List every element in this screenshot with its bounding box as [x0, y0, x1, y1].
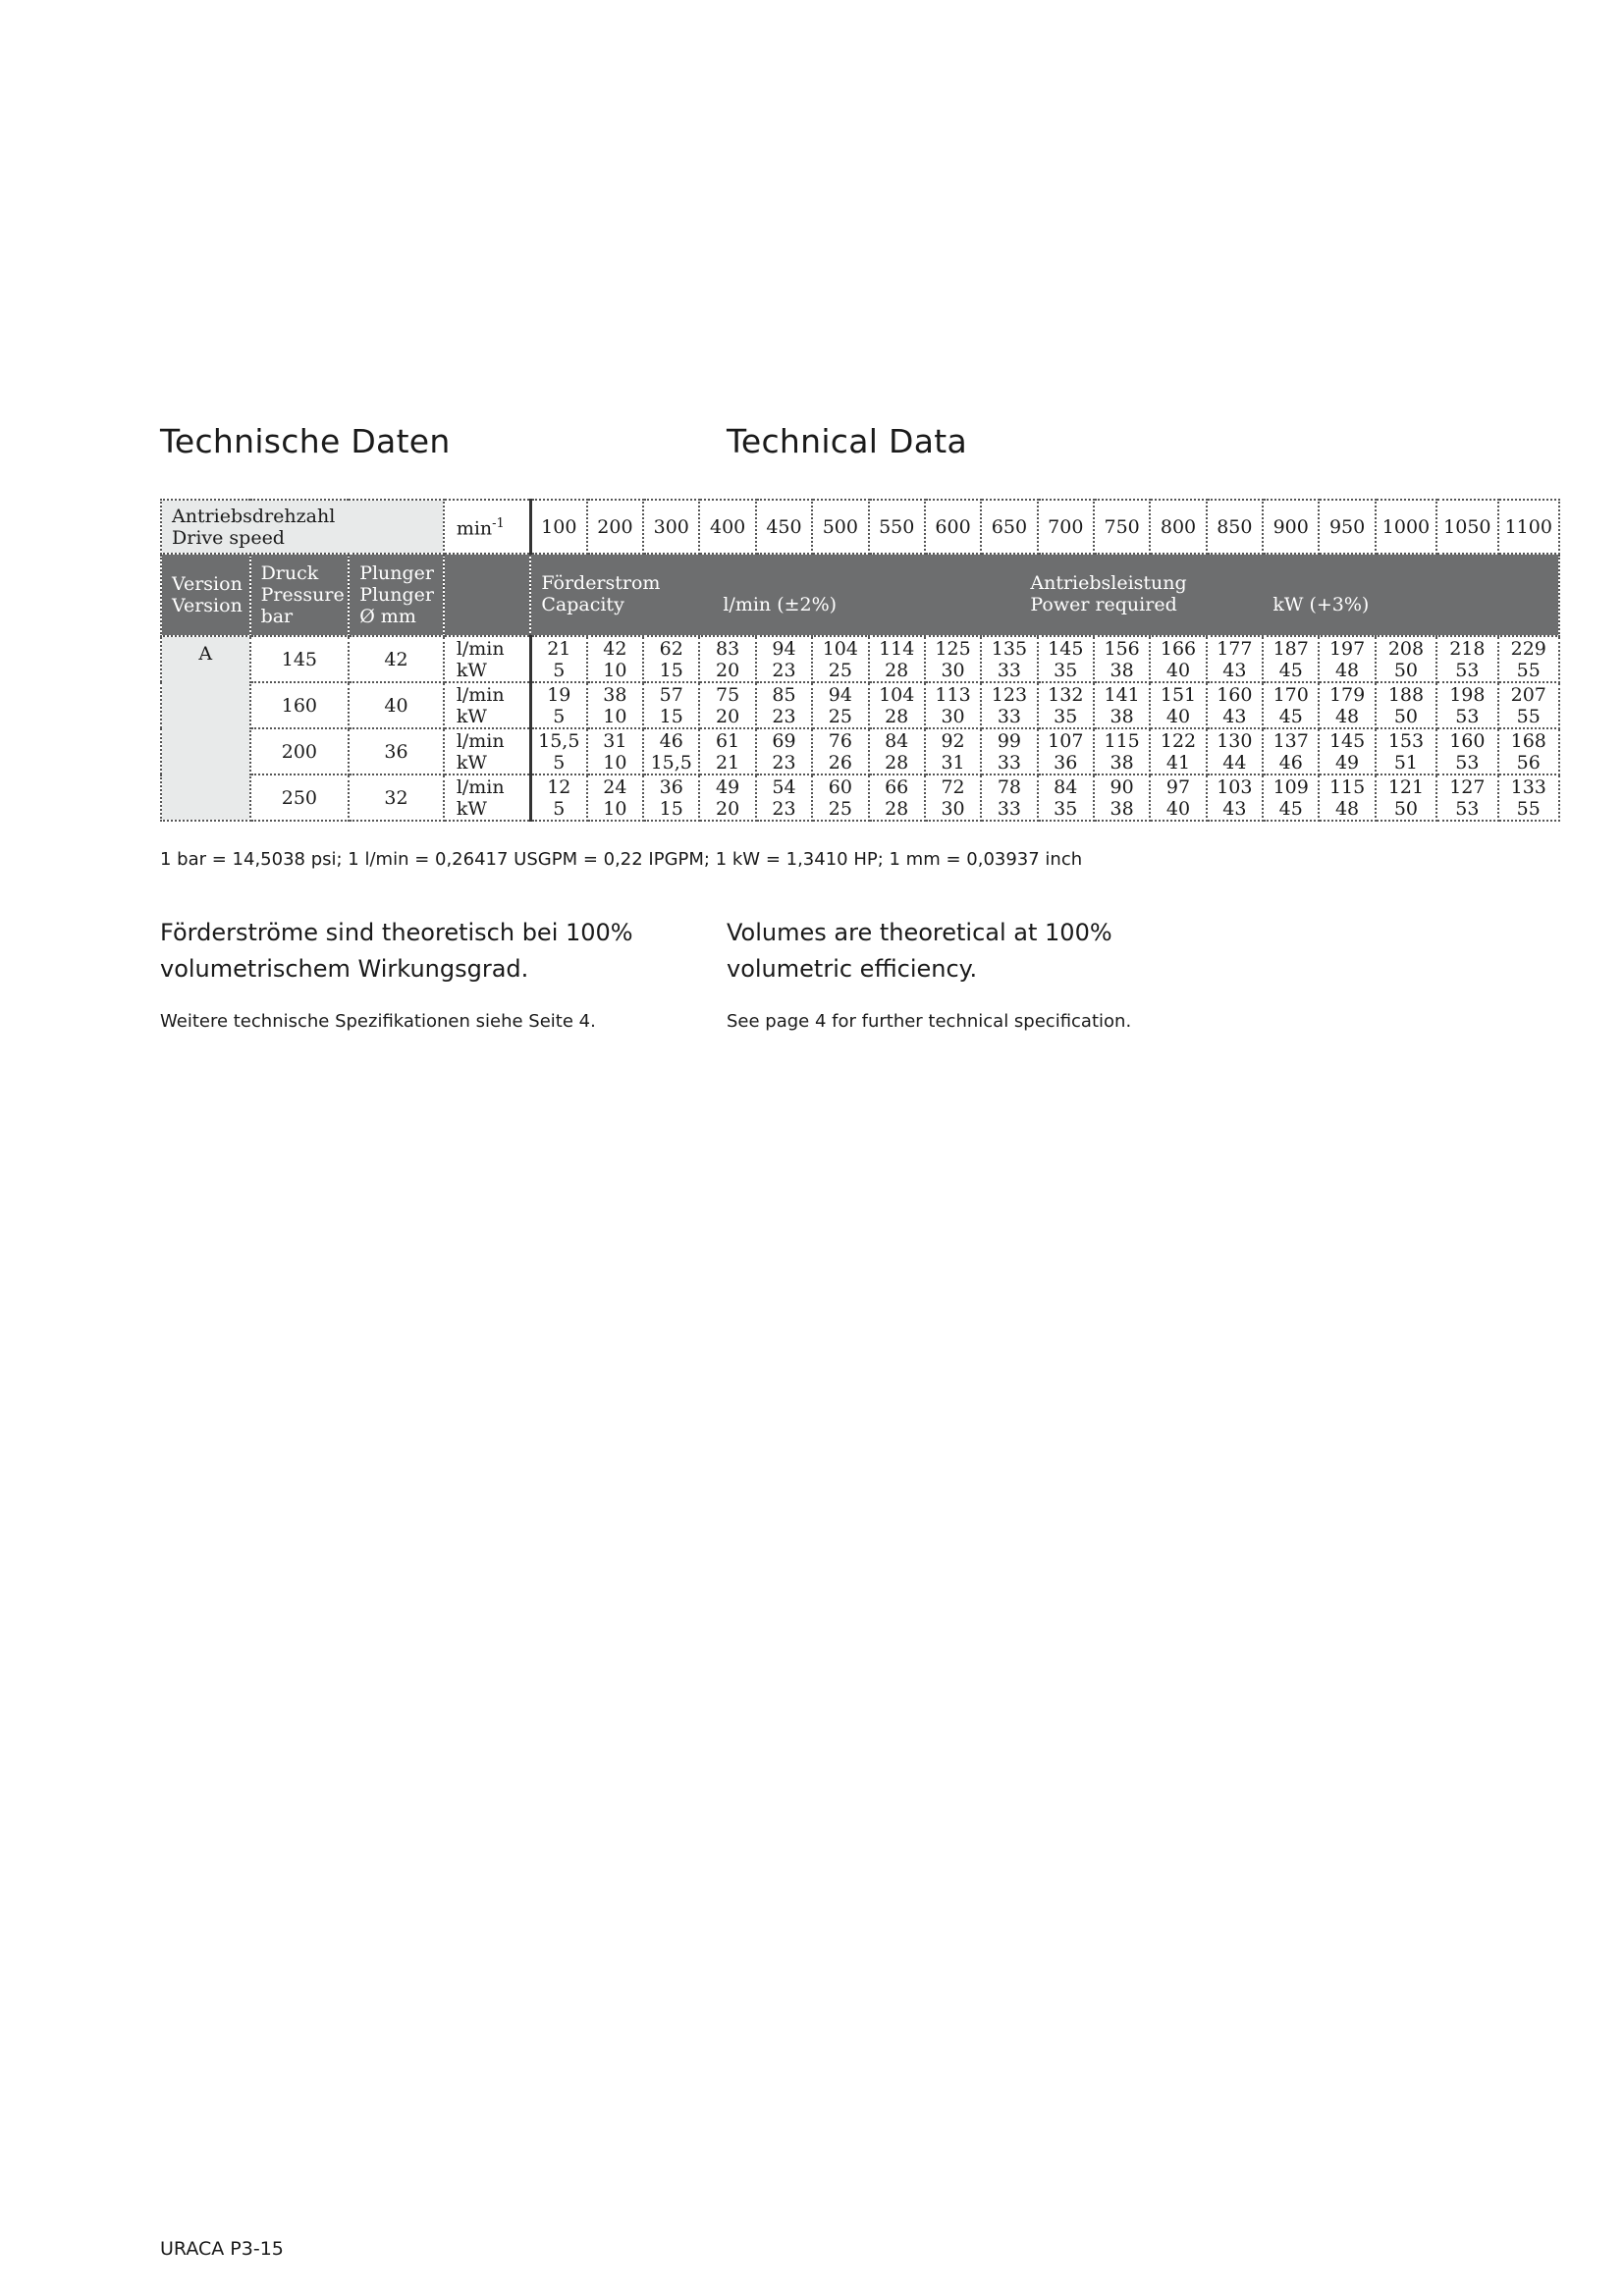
power-value: 38 — [1110, 659, 1134, 681]
flow-value: 145 — [1048, 637, 1084, 660]
flow-value: 160 — [1449, 729, 1486, 752]
document-footer: URACA P3-15 — [160, 2238, 284, 2260]
value-cell — [1150, 774, 1206, 821]
value-cell — [812, 682, 868, 728]
flow-value: 84 — [1054, 775, 1078, 798]
flow-value: 24 — [603, 775, 627, 798]
value-cell — [1319, 728, 1375, 774]
power-value: 38 — [1110, 797, 1134, 820]
value-cell — [1498, 636, 1559, 682]
flow-value: 170 — [1272, 683, 1309, 706]
power-value: 5 — [553, 797, 566, 820]
power-value: 40 — [1165, 797, 1191, 820]
value-cell — [869, 636, 925, 682]
speed-value: 450 — [756, 500, 812, 554]
flow-value: 97 — [1165, 775, 1191, 798]
page-title-en: Technical Data — [727, 422, 968, 460]
power-value: 21 — [716, 751, 740, 774]
power-value: 43 — [1222, 797, 1247, 820]
drive-speed-label-de: Antriebsdrehzahl — [172, 505, 336, 527]
value-cell — [1038, 728, 1094, 774]
flow-value: 49 — [716, 775, 740, 798]
power-value: 28 — [885, 705, 909, 727]
flow-value: 123 — [991, 683, 1028, 706]
col-plunger-unit: Ø mm — [359, 606, 416, 627]
col-pressure-de: Druck — [260, 562, 319, 584]
theoretical-volume-note-de: Förderströme sind theoretisch bei 100% volumetrischem Wirkungsgrad. — [160, 919, 633, 983]
col-pressure-unit: bar — [260, 606, 294, 627]
value-cell — [643, 728, 699, 774]
power-value: 23 — [772, 705, 796, 727]
value-cell — [925, 774, 981, 821]
plunger-cell: 32 — [349, 774, 444, 821]
speed-value: 1100 — [1498, 500, 1559, 554]
power-value: 36 — [1054, 751, 1078, 774]
flow-value: 42 — [603, 637, 627, 660]
power-value: 25 — [828, 797, 852, 820]
col-pressure-header — [250, 554, 350, 636]
value-cell — [1498, 774, 1559, 821]
power-value: 41 — [1165, 751, 1191, 774]
power-value: 35 — [1054, 659, 1078, 681]
value-cell — [925, 728, 981, 774]
capacity-power-header — [530, 554, 1559, 636]
value-cell — [1436, 682, 1497, 728]
power-value: 28 — [885, 751, 909, 774]
capacity-label-en: Capacity — [541, 594, 624, 615]
speed-value: 300 — [643, 500, 699, 554]
drive-speed-label — [161, 500, 444, 554]
value-cell — [869, 728, 925, 774]
value-cell — [1094, 682, 1150, 728]
power-value: 50 — [1393, 797, 1419, 820]
technical-data-table — [160, 499, 1560, 822]
unit-flow: l/min — [456, 637, 505, 660]
power-value: 53 — [1455, 705, 1480, 727]
flow-value: 104 — [879, 683, 915, 706]
flow-value: 57 — [659, 683, 683, 706]
power-value: 33 — [997, 659, 1021, 681]
flow-value: 188 — [1387, 683, 1425, 706]
power-label-en: Power required — [1030, 594, 1177, 615]
flow-value: 156 — [1104, 637, 1140, 660]
power-label-de: Antriebsleistung — [1030, 572, 1187, 594]
col-pressure-en: Pressure — [260, 584, 345, 606]
value-cell — [1150, 682, 1206, 728]
theoretical-volume-note-en: Volumes are theoretical at 100% volumetric efficiency. — [727, 919, 1112, 983]
power-value: 45 — [1278, 659, 1303, 681]
power-value: 55 — [1516, 797, 1541, 820]
flow-value: 109 — [1272, 775, 1309, 798]
flow-value: 60 — [828, 775, 852, 798]
flow-value: 130 — [1217, 729, 1253, 752]
power-value: 53 — [1455, 751, 1480, 774]
flow-value: 125 — [935, 637, 971, 660]
value-cell — [1436, 728, 1497, 774]
flow-value: 75 — [716, 683, 740, 706]
power-value: 43 — [1222, 659, 1247, 681]
table-row — [161, 636, 1559, 682]
pressure-cell: 250 — [250, 774, 350, 821]
flow-value: 76 — [828, 729, 852, 752]
power-value: 33 — [997, 705, 1021, 727]
unit-cell — [444, 774, 531, 821]
flow-value: 177 — [1217, 637, 1253, 660]
flow-value: 84 — [885, 729, 909, 752]
flow-value: 85 — [772, 683, 796, 706]
value-cell — [1038, 636, 1094, 682]
flow-value: 151 — [1160, 683, 1197, 706]
flow-value: 198 — [1449, 683, 1486, 706]
flow-value: 62 — [659, 637, 683, 660]
flow-value: 99 — [997, 729, 1021, 752]
value-cell — [1436, 774, 1497, 821]
value-cell — [1207, 682, 1263, 728]
plunger-cell: 36 — [349, 728, 444, 774]
flow-value: 168 — [1510, 729, 1546, 752]
power-value: 15,5 — [650, 751, 692, 774]
speed-unit-exponent: -1 — [492, 516, 505, 532]
speed-value: 950 — [1319, 500, 1375, 554]
value-cell — [1094, 728, 1150, 774]
value-cell — [1094, 774, 1150, 821]
col-version-de: Version — [172, 573, 243, 595]
plunger-cell: 42 — [349, 636, 444, 682]
flow-value: 197 — [1328, 637, 1366, 660]
power-value: 46 — [1278, 751, 1303, 774]
flow-value: 135 — [991, 637, 1028, 660]
flow-value: 107 — [1048, 729, 1084, 752]
power-value: 44 — [1222, 751, 1247, 774]
speed-value: 900 — [1263, 500, 1319, 554]
power-value: 35 — [1054, 705, 1078, 727]
flow-value: 103 — [1217, 775, 1253, 798]
speed-value: 400 — [699, 500, 755, 554]
speed-value: 1050 — [1436, 500, 1497, 554]
value-cell — [587, 682, 643, 728]
unit-cell — [444, 636, 531, 682]
value-cell — [1150, 636, 1206, 682]
pressure-cell: 160 — [250, 682, 350, 728]
value-cell — [756, 728, 812, 774]
value-cell — [530, 636, 586, 682]
power-value: 45 — [1278, 705, 1303, 727]
value-cell — [756, 682, 812, 728]
value-cell — [643, 774, 699, 821]
flow-value: 153 — [1387, 729, 1425, 752]
flow-value: 54 — [772, 775, 796, 798]
power-value: 28 — [885, 659, 909, 681]
power-value: 45 — [1278, 797, 1303, 820]
value-cell — [530, 682, 586, 728]
power-value: 55 — [1516, 705, 1541, 727]
value-cell — [699, 728, 755, 774]
power-unit: kW (+3%) — [1272, 594, 1370, 615]
flow-value: 92 — [941, 729, 965, 752]
value-cell — [1319, 682, 1375, 728]
flow-value: 218 — [1449, 637, 1486, 660]
power-value: 50 — [1393, 659, 1419, 681]
flow-value: 19 — [547, 683, 571, 706]
flow-value: 72 — [941, 775, 965, 798]
flow-value: 229 — [1510, 637, 1546, 660]
col-plunger-header — [349, 554, 444, 636]
flow-value: 133 — [1510, 775, 1546, 798]
value-cell — [587, 774, 643, 821]
power-value: 55 — [1516, 659, 1541, 681]
power-value: 15 — [659, 705, 683, 727]
see-page-note-de: Weitere technische Spezifikationen siehe Seite 4. — [160, 1011, 596, 1032]
flow-value: 46 — [659, 729, 683, 752]
value-cell — [756, 636, 812, 682]
flow-value: 115 — [1104, 729, 1140, 752]
table-row — [161, 682, 1559, 728]
page-title-de: Technische Daten — [160, 422, 451, 460]
value-cell — [1498, 728, 1559, 774]
value-cell — [1319, 774, 1375, 821]
speed-value: 200 — [587, 500, 643, 554]
flow-value: 208 — [1387, 637, 1425, 660]
power-value: 10 — [603, 705, 627, 727]
unit-power: kW — [456, 705, 487, 727]
value-cell — [1207, 636, 1263, 682]
flow-value: 137 — [1272, 729, 1309, 752]
value-cell — [530, 774, 586, 821]
flow-value: 12 — [547, 775, 571, 798]
flow-value: 83 — [716, 637, 740, 660]
value-cell — [587, 728, 643, 774]
value-cell — [1207, 774, 1263, 821]
value-cell — [981, 682, 1037, 728]
flow-value: 15,5 — [538, 729, 580, 752]
speed-value: 100 — [530, 500, 586, 554]
power-value: 30 — [941, 797, 965, 820]
value-cell — [1150, 728, 1206, 774]
power-value: 38 — [1110, 751, 1134, 774]
drive-speed-label-en: Drive speed — [172, 526, 285, 549]
value-cell — [925, 682, 981, 728]
power-value: 40 — [1165, 705, 1191, 727]
value-cell — [1038, 774, 1094, 821]
flow-value: 115 — [1328, 775, 1366, 798]
speed-unit-text: min — [456, 517, 493, 540]
flow-value: 121 — [1387, 775, 1425, 798]
value-cell — [1436, 636, 1497, 682]
flow-value: 90 — [1110, 775, 1134, 798]
plunger-cell: 40 — [349, 682, 444, 728]
value-cell — [530, 728, 586, 774]
unit-power: kW — [456, 659, 487, 681]
speed-value: 650 — [981, 500, 1037, 554]
value-cell — [756, 774, 812, 821]
power-value: 10 — [603, 659, 627, 681]
col-unit-header — [444, 554, 531, 636]
power-value: 15 — [659, 797, 683, 820]
flow-value: 66 — [885, 775, 909, 798]
value-cell — [1263, 682, 1319, 728]
value-cell — [1376, 636, 1436, 682]
power-value: 23 — [772, 751, 796, 774]
power-value: 31 — [941, 751, 965, 774]
power-value: 20 — [716, 705, 740, 727]
power-value: 26 — [828, 751, 852, 774]
conversion-note: 1 bar = 14,5038 psi; 1 l/min = 0,26417 USGPM = 0,22 IPGPM; 1 kW = 1,3410 HP; 1 mm = 0,03937 inch — [160, 849, 1083, 870]
power-value: 20 — [716, 659, 740, 681]
unit-flow: l/min — [456, 683, 505, 706]
value-cell — [1207, 728, 1263, 774]
power-value: 15 — [659, 659, 683, 681]
unit-power: kW — [456, 751, 487, 774]
unit-cell — [444, 682, 531, 728]
value-cell — [1263, 774, 1319, 821]
see-page-note-en: See page 4 for further technical specification. — [727, 1011, 1132, 1032]
value-cell — [643, 636, 699, 682]
power-value: 23 — [772, 659, 796, 681]
value-cell — [1376, 682, 1436, 728]
power-value: 33 — [997, 797, 1021, 820]
power-value: 10 — [603, 797, 627, 820]
value-cell — [1038, 682, 1094, 728]
flow-value: 61 — [716, 729, 740, 752]
flow-value: 31 — [603, 729, 627, 752]
value-cell — [699, 682, 755, 728]
power-value: 33 — [997, 751, 1021, 774]
value-cell — [869, 682, 925, 728]
flow-value: 166 — [1160, 637, 1197, 660]
flow-value: 122 — [1160, 729, 1197, 752]
value-cell — [981, 774, 1037, 821]
power-value: 48 — [1334, 659, 1360, 681]
flow-value: 145 — [1328, 729, 1366, 752]
value-cell — [699, 636, 755, 682]
flow-value: 114 — [879, 637, 915, 660]
value-cell — [1376, 774, 1436, 821]
value-cell — [981, 728, 1037, 774]
power-value: 43 — [1222, 705, 1247, 727]
unit-power: kW — [456, 797, 487, 820]
power-value: 5 — [553, 751, 566, 774]
speed-value: 750 — [1094, 500, 1150, 554]
speed-value: 1000 — [1376, 500, 1436, 554]
flow-value: 113 — [935, 683, 971, 706]
flow-value: 78 — [997, 775, 1021, 798]
value-cell — [1376, 728, 1436, 774]
power-value: 49 — [1334, 751, 1360, 774]
capacity-label — [541, 572, 660, 615]
power-value: 30 — [941, 659, 965, 681]
speed-value: 850 — [1207, 500, 1263, 554]
flow-value: 104 — [822, 637, 858, 660]
power-value: 40 — [1165, 659, 1191, 681]
unit-flow: l/min — [456, 775, 505, 798]
drive-speed-row — [161, 500, 1559, 554]
speed-value: 600 — [925, 500, 981, 554]
col-plunger-en: Plunger — [359, 584, 435, 606]
value-cell — [1263, 728, 1319, 774]
speed-value: 800 — [1150, 500, 1206, 554]
table-row — [161, 774, 1559, 821]
value-cell — [1319, 636, 1375, 682]
value-cell — [643, 682, 699, 728]
power-value: 51 — [1393, 751, 1419, 774]
flow-value: 36 — [659, 775, 683, 798]
flow-value: 179 — [1328, 683, 1366, 706]
capacity-label-de: Förderstrom — [541, 572, 661, 594]
value-cell — [869, 774, 925, 821]
speed-unit — [444, 500, 531, 554]
speed-value: 700 — [1038, 500, 1094, 554]
power-value: 25 — [828, 705, 852, 727]
flow-value: 132 — [1048, 683, 1084, 706]
power-label — [1030, 572, 1186, 615]
power-value: 10 — [603, 751, 627, 774]
value-cell — [925, 636, 981, 682]
speed-value: 500 — [812, 500, 868, 554]
value-cell — [1263, 636, 1319, 682]
value-cell — [587, 636, 643, 682]
power-value: 28 — [885, 797, 909, 820]
flow-value: 187 — [1272, 637, 1309, 660]
speed-value: 550 — [869, 500, 925, 554]
col-version-en: Version — [172, 595, 243, 616]
power-value: 38 — [1110, 705, 1134, 727]
unit-cell — [444, 728, 531, 774]
value-cell — [1094, 636, 1150, 682]
pressure-cell: 200 — [250, 728, 350, 774]
flow-value: 69 — [772, 729, 796, 752]
power-value: 53 — [1455, 659, 1480, 681]
flow-value: 21 — [547, 637, 571, 660]
power-value: 5 — [553, 659, 566, 681]
value-cell — [699, 774, 755, 821]
power-value: 23 — [772, 797, 796, 820]
power-value: 50 — [1393, 705, 1419, 727]
table-row — [161, 728, 1559, 774]
flow-value: 207 — [1510, 683, 1546, 706]
power-value: 48 — [1334, 705, 1360, 727]
col-version-header — [161, 554, 250, 636]
flow-value: 127 — [1449, 775, 1486, 798]
flow-value: 141 — [1104, 683, 1140, 706]
version-cell: A — [161, 636, 250, 821]
value-cell — [812, 774, 868, 821]
value-cell — [1498, 682, 1559, 728]
flow-value: 160 — [1217, 683, 1253, 706]
value-cell — [812, 728, 868, 774]
capacity-unit: l/min (±2%) — [723, 594, 838, 615]
value-cell — [812, 636, 868, 682]
flow-value: 38 — [603, 683, 627, 706]
power-value: 53 — [1455, 797, 1480, 820]
flow-value: 94 — [772, 637, 796, 660]
power-value: 35 — [1054, 797, 1078, 820]
power-value: 56 — [1516, 751, 1541, 774]
power-value: 20 — [716, 797, 740, 820]
unit-flow: l/min — [456, 729, 505, 752]
flow-value: 94 — [828, 683, 852, 706]
value-cell — [981, 636, 1037, 682]
col-plunger-de: Plunger — [359, 562, 435, 584]
column-header-row — [161, 554, 1559, 636]
power-value: 5 — [553, 705, 566, 727]
pressure-cell: 145 — [250, 636, 350, 682]
power-value: 25 — [828, 659, 852, 681]
power-value: 30 — [941, 705, 965, 727]
power-value: 48 — [1334, 797, 1360, 820]
